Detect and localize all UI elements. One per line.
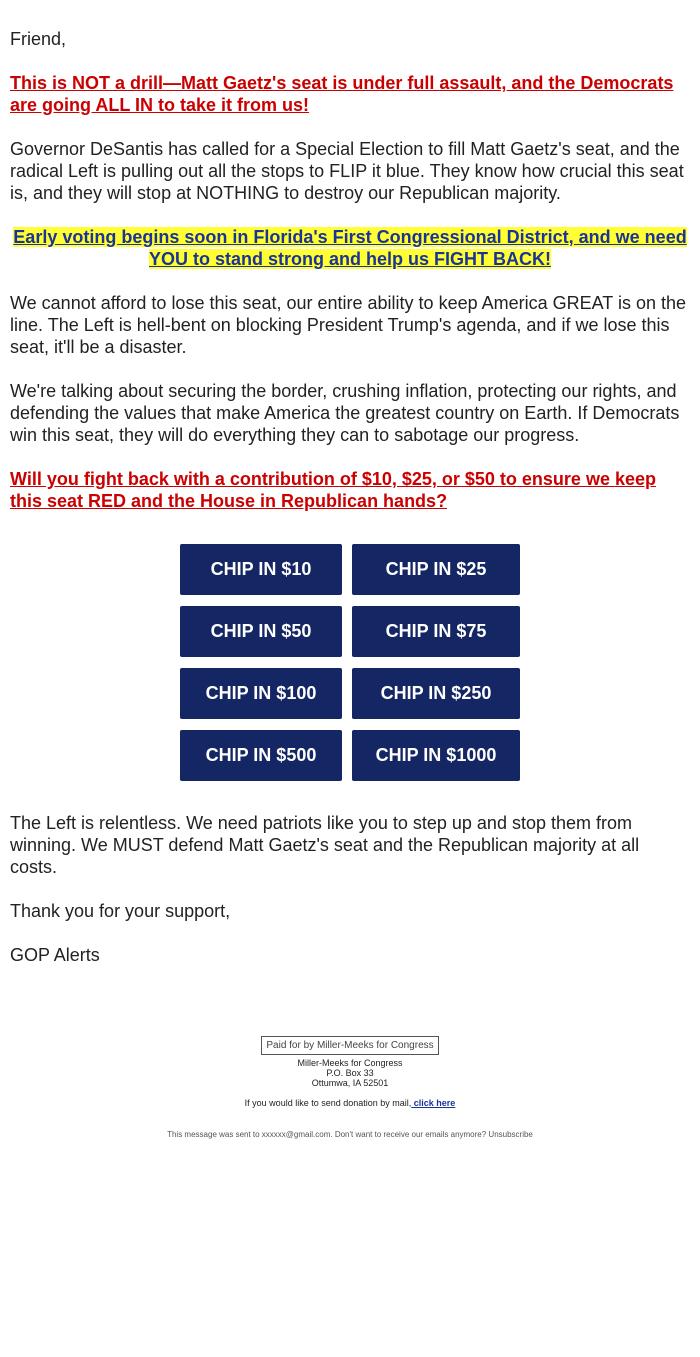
paragraph-securing-border: We're talking about securing the border, crushing inflation, protecting our rights, and defending the values that make America the greatest country on Earth. If Democrats win this seat, they will do everything they can to sabotage our progress. (10, 381, 680, 445)
mail-donation-link[interactable]: click here (411, 1098, 456, 1108)
paragraph-desantis: Governor DeSantis has called for a Special Election to fill Matt Gaetz's seat, and the radical Left is pulling out all the stops to FLIP it blue. They know how crucial this seat is, and they will stop at NOTHING to destroy our Republican majority. (10, 139, 684, 203)
chip-in-250-button[interactable]: CHIP IN $250 (352, 668, 520, 719)
signature: GOP Alerts (10, 945, 100, 965)
chip-in-10-button[interactable]: CHIP IN $10 (180, 544, 342, 595)
chip-in-1000-button[interactable]: CHIP IN $1000 (352, 730, 520, 781)
greeting: Friend, (10, 29, 67, 49)
unsubscribe-line[interactable]: This message was sent to xxxxxx@gmail.com. Don't want to receive our emails anymore? Unsubscribe (167, 1130, 533, 1139)
address-po-box: P.O. Box 33 (326, 1068, 374, 1078)
footer (10, 1036, 690, 1139)
address-city: Ottumwa, IA 52501 (311, 1078, 389, 1088)
paid-for-box: Paid for by Miller-Meeks for Congress (261, 1036, 438, 1055)
chip-in-25-button[interactable]: CHIP IN $25 (352, 544, 520, 595)
address-org: Miller-Meeks for Congress (297, 1058, 403, 1068)
chip-in-75-button[interactable]: CHIP IN $75 (352, 606, 520, 657)
chip-in-50-button[interactable]: CHIP IN $50 (180, 606, 342, 657)
mail-donation-line (10, 1098, 690, 1108)
paragraph-cannot-afford: We cannot afford to lose this seat, our entire ability to keep America GREAT is on the line. The Left is hell-bent on blocking President Trump's agenda, and if we lose this seat, it'll be a disaster. (10, 293, 687, 357)
thanks-line: Thank you for your support, (10, 901, 231, 921)
chip-in-100-button[interactable]: CHIP IN $100 (180, 668, 342, 719)
headline-link[interactable]: This is NOT a drill—Matt Gaetz's seat is under full assault, and the Democrats are going ALL IN to take it from us! (10, 73, 674, 115)
mail-donation-text: If you would like to send donation by mail, (244, 1098, 412, 1108)
mailing-address (10, 1058, 690, 1088)
paragraph-relentless: The Left is relentless. We need patriots like you to step up and stop them from winning. We MUST defend Matt Gaetz's seat and the Republican majority at all costs. (10, 813, 640, 877)
donation-button-grid (10, 544, 690, 792)
contribution-ask-link[interactable]: Will you fight back with a contribution of $10, $25, or $50 to ensure we keep this seat RED and the House in Republican hands? (10, 469, 656, 511)
chip-in-500-button[interactable]: CHIP IN $500 (180, 730, 342, 781)
early-voting-link[interactable]: Early voting begins soon in Florida's First Congressional District, and we need YOU to stand strong and help us FIGHT BACK! (13, 227, 687, 269)
